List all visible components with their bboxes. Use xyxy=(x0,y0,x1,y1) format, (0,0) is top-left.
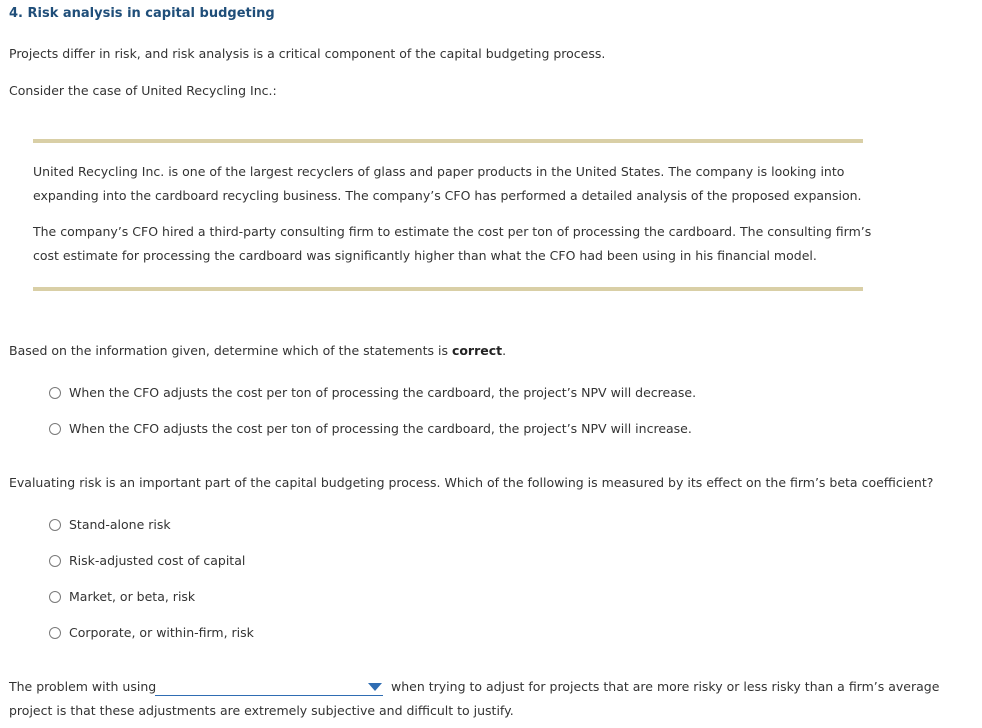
q1-option-label: When the CFO adjusts the cost per ton of processing the cardboard, the project’s NPV will decrease. xyxy=(69,385,697,400)
q2-option-risk-adjusted-cost[interactable] xyxy=(49,553,245,568)
case-paragraph-2 xyxy=(33,220,871,268)
intro-text: Projects differ in risk, and risk analysis is a critical component of the capital budgeting process. xyxy=(9,46,606,61)
chevron-down-icon[interactable] xyxy=(368,683,382,691)
radio-button[interactable] xyxy=(49,591,61,603)
radio-button[interactable] xyxy=(49,519,61,531)
case-bottom-rule xyxy=(33,287,863,291)
q1-prompt-prefix: Based on the information given, determine which of the statements is xyxy=(9,343,452,358)
q3-suffix: when trying to adjust for projects that are more risky or less risky than a firm’s average xyxy=(391,679,940,694)
radio-button[interactable] xyxy=(49,627,61,639)
q1-prompt-suffix: . xyxy=(502,343,507,358)
q2-option-label: Stand-alone risk xyxy=(69,517,171,532)
q2-option-label: Risk-adjusted cost of capital xyxy=(69,553,246,568)
radio-button[interactable] xyxy=(49,555,61,567)
case-p2-line2: cost estimate for processing the cardboard was significantly higher than what the CFO had been using in his financial model. xyxy=(33,248,817,263)
radio-button[interactable] xyxy=(49,423,61,435)
section-title: 4. Risk analysis in capital budgeting xyxy=(9,6,275,21)
q3-prefix: The problem with using xyxy=(9,679,157,694)
q2-option-stand-alone-risk[interactable] xyxy=(49,517,171,532)
q2-option-market-beta-risk[interactable] xyxy=(49,589,195,604)
case-p1-line2: expanding into the cardboard recycling business. The company’s CFO has performed a detailed analysis of the proposed expansion. xyxy=(33,188,862,203)
q1-option-decrease[interactable] xyxy=(49,385,696,400)
case-p1-line1: United Recycling Inc. is one of the largest recyclers of glass and paper products in the United States. The company is looking into xyxy=(33,164,845,179)
consider-text: Consider the case of United Recycling Inc.: xyxy=(9,83,277,98)
radio-button[interactable] xyxy=(49,387,61,399)
q3-dropdown[interactable] xyxy=(155,680,383,696)
case-paragraph-1 xyxy=(33,160,862,208)
q1-prompt xyxy=(9,343,506,358)
q1-option-increase[interactable] xyxy=(49,421,692,436)
q1-option-label: When the CFO adjusts the cost per ton of processing the cardboard, the project’s NPV will increase. xyxy=(69,421,692,436)
q2-option-label: Market, or beta, risk xyxy=(69,589,196,604)
q2-option-corporate-risk[interactable] xyxy=(49,625,254,640)
q3-line2: project is that these adjustments are extremely subjective and difficult to justify. xyxy=(9,703,514,718)
q2-option-label: Corporate, or within-firm, risk xyxy=(69,625,254,640)
q2-prompt: Evaluating risk is an important part of the capital budgeting process. Which of the following is measured by its effect on the firm’s beta coefficient? xyxy=(9,475,934,490)
case-p2-line1: The company’s CFO hired a third-party consulting firm to estimate the cost per ton of processing the cardboard. The consulting firm’s xyxy=(33,224,872,239)
case-top-rule xyxy=(33,139,863,143)
q1-prompt-bold: correct xyxy=(451,343,503,358)
